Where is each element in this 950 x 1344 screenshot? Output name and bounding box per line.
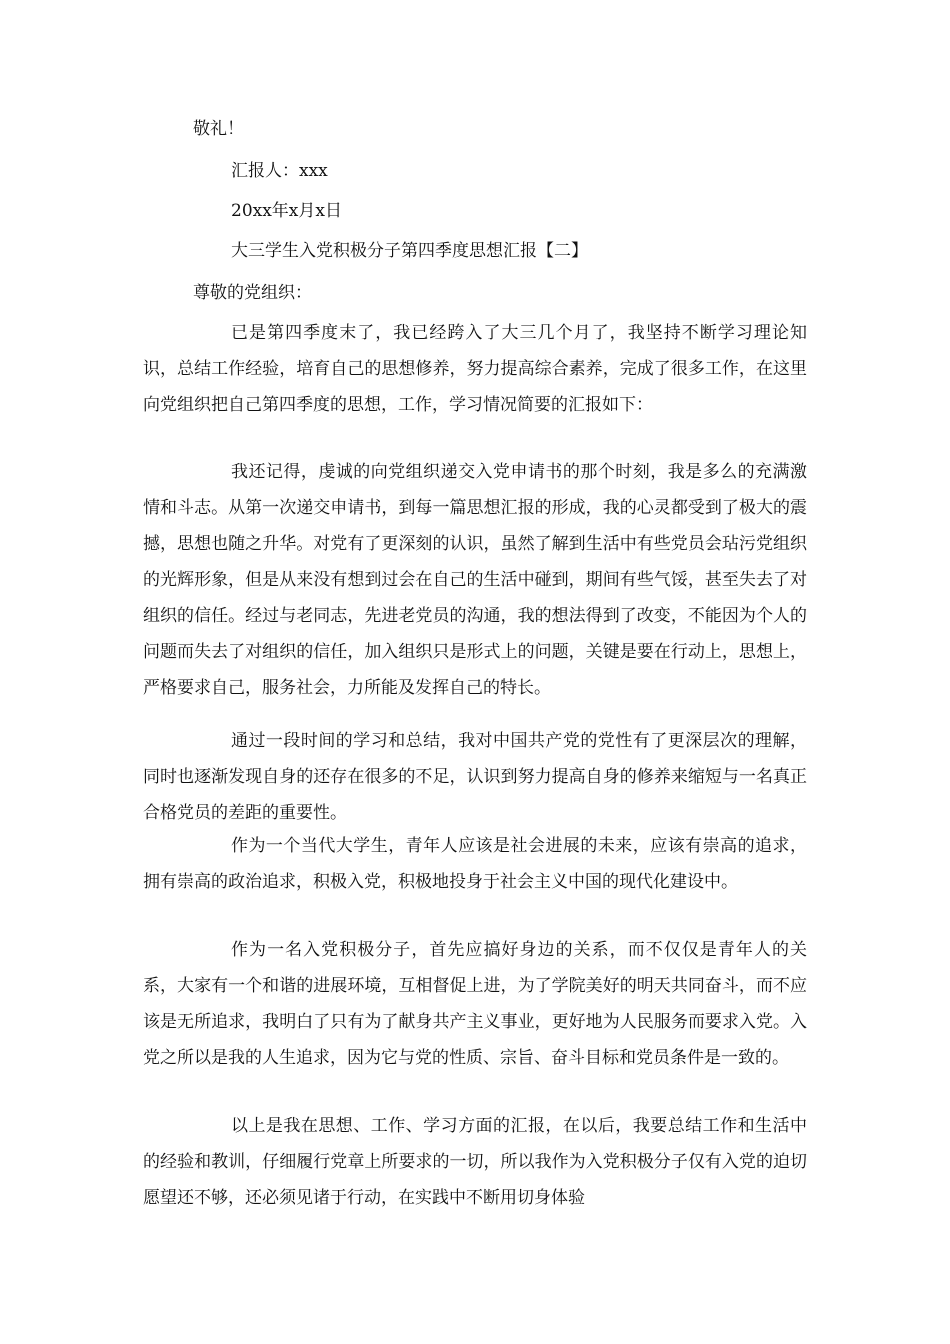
- body-paragraph: 以上是我在思想、工作、学习方面的汇报，在以后，我要总结工作和生活中的经验和教训，仔细履行党章上所要求的一切，所以我作为入党积极分子仅有入党的迫切愿望还不够，还必须见诸于行动，在实践中不断用切身体验: [143, 1116, 807, 1208]
- body-paragraph: 通过一段时间的学习和总结，我对中国共产党的党性有了更深层次的理解，同时也逐渐发现自身的还存在很多的不足，认识到努力提高自身的修养来缩短与一名真正合格党员的差距的重要性。: [143, 731, 807, 823]
- body-paragraph: 我还记得，虔诚的向党组织递交入党申请书的那个时刻，我是多么的充满激情和斗志。从第一次递交申请书，到每一篇思想汇报的形成，我的心灵都受到了极大的震撼，思想也随之升华。对党有了更深刻的认识，虽然了解到生活中有些党员会玷污党组织的光辉形象，但是从来没有想到过会在自己的生活中碰到，期间有些气馁，甚至失去了对组织的信任。经过与老同志，先进老党员的沟通，我的想法得到了改变，不能因为个人的问题而失去了对组织的信任，加入组织只是形式上的问题，关键是要在行动上，思想上，严格要求自己，服务社会，力所能及发挥自己的特长。: [143, 462, 807, 698]
- reporter-signature: 汇报人：xxx: [231, 161, 328, 181]
- closing-salutation: 敬礼！: [193, 119, 244, 139]
- greeting: 尊敬的党组织：: [193, 283, 312, 303]
- body-paragraph: 作为一名入党积极分子，首先应搞好身边的关系，而不仅仅是青年人的关系，大家有一个和谐的进展环境，互相督促上进，为了学院美好的明天共同奋斗，而不应该是无所追求，我明白了只有为了献身共产主义事业，更好地为人民服务而要求入党。入党之所以是我的人生追求，因为它与党的性质、宗旨、奋斗目标和党员条件是一致的。: [143, 940, 807, 1068]
- body-paragraph: 已是第四季度末了，我已经跨入了大三几个月了，我坚持不断学习理论知识，总结工作经验，培育自己的思想修养，努力提高综合素养，完成了很多工作，在这里向党组织把自己第四季度的思想，工作，学习情况简要的汇报如下：: [143, 323, 807, 415]
- report-date: 20xx年x月x日: [231, 201, 342, 221]
- report-title: 大三学生入党积极分子第四季度思想汇报【二】: [231, 241, 588, 261]
- body-paragraph: 作为一个当代大学生，青年人应该是社会进展的未来，应该有崇高的追求，拥有崇高的政治追求，积极入党，积极地投身于社会主义中国的现代化建设中。: [143, 836, 807, 892]
